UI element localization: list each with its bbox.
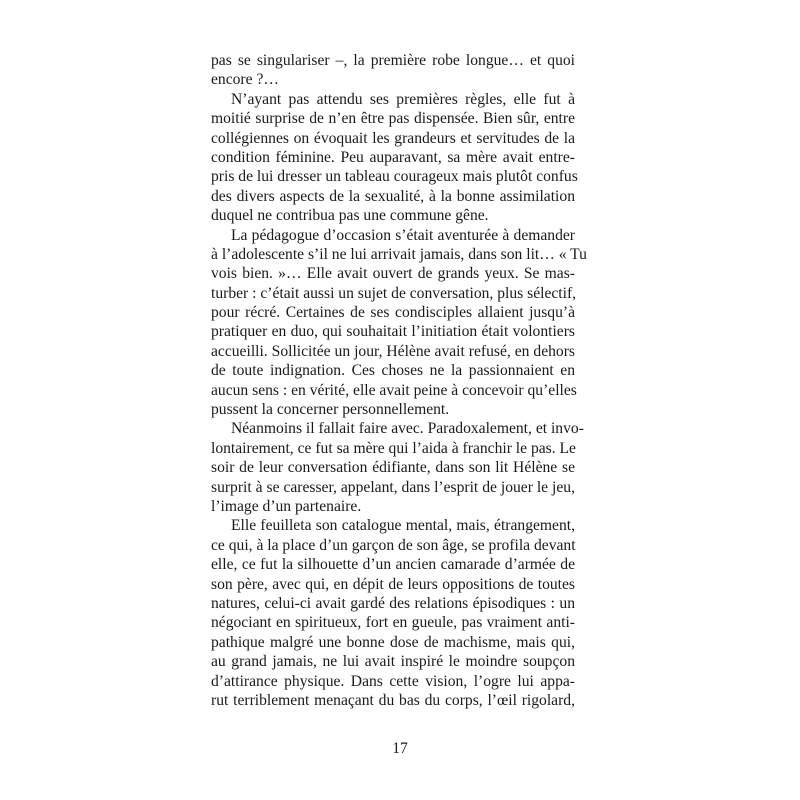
text-line: pour récré. Certaines de ses condisciples allaient jusqu’à bbox=[211, 304, 575, 322]
text-line: ce qui, à la place d’un garçon de son âge, se profila devant bbox=[211, 536, 576, 554]
text-line: Néanmoins il fallait faire avec. Paradoxalement, et invo- bbox=[231, 420, 584, 438]
text-line: accueilli. Sollicitée un jour, Hélène avait refusé, en dehors bbox=[211, 342, 575, 360]
body-text bbox=[211, 51, 587, 710]
text-line: condition féminine. Peu auparavant, sa mère avait entre- bbox=[211, 148, 575, 166]
text-line: d’attirance physique. Dans cette vision, l’ogre lui appa- bbox=[211, 672, 575, 690]
text-line: surprit à se caresser, appelant, dans l’esprit de jouer le jeu, bbox=[211, 478, 575, 496]
text-line: pas se singulariser –, la première robe longue… et quoi bbox=[211, 52, 575, 69]
paragraph bbox=[211, 516, 575, 710]
text-line: au grand jamais, ne lui avait inspiré le moindre soupçon bbox=[211, 653, 575, 671]
text-line: rut terriblement menaçant du bas du corps, l’œil rigolard, bbox=[211, 691, 575, 709]
page-number: 17 bbox=[392, 740, 408, 757]
paragraph bbox=[211, 90, 578, 226]
text-line: vois bien. »… Elle avait ouvert de grands yeux. Se mas- bbox=[211, 265, 575, 283]
text-line: collégiennes on évoquait les grandeurs et servitudes de la bbox=[211, 129, 575, 147]
text-line: son père, avec qui, en dépit de leurs oppositions de toutes bbox=[211, 575, 575, 593]
text-line: N’ayant pas attendu ses premières règles, elle fut à bbox=[231, 90, 575, 108]
text-line: pathique malgré une bonne dose de machisme, mais qui, bbox=[211, 633, 575, 651]
text-line: turber : c’était aussi un sujet de conversation, plus sélectif, bbox=[211, 284, 577, 302]
text-line: Elle feuilleta son catalogue mental, mais, étrangement, bbox=[231, 517, 575, 535]
text-line: moitié surprise de n’en être pas dispensée. Bien sûr, entre bbox=[211, 110, 575, 128]
text-line: l’image d’un partenaire. bbox=[211, 497, 362, 515]
text-line: pris de lui dresser un tableau courageux mais plutôt confus bbox=[211, 168, 578, 186]
text-line: duquel ne contribua pas une commune gêne. bbox=[211, 207, 489, 225]
text-line: elle, ce fut la silhouette d’un ancien camarade d’armée de bbox=[211, 556, 575, 574]
text-line: encore ?… bbox=[211, 71, 279, 89]
text-line: à l’adolescente s’il ne lui arrivait jamais, dans son lit… « Tu bbox=[211, 245, 587, 263]
text-line: des divers aspects de la sexualité, à la bonne assimilation bbox=[211, 187, 575, 205]
text-line: de toute indignation. Ces choses ne la passionnaient en bbox=[211, 362, 575, 380]
text-line: natures, celui-ci avait gardé des relations épisodiques : un bbox=[211, 594, 575, 612]
text-line: pratiquer en duo, qui souhaitait l’initiation était volontiers bbox=[211, 323, 575, 341]
text-line: pussent la concerner personnellement. bbox=[211, 401, 450, 419]
text-line: soir de leur conversation édifiante, dans son lit Hélène se bbox=[211, 459, 575, 477]
text-line: négociant en spiritueux, fort en gueule, pas vraiment anti- bbox=[211, 614, 575, 632]
paragraph bbox=[211, 51, 575, 90]
text-line: lontairement, ce fut sa mère qui l’aida à franchir le pas. Le bbox=[211, 439, 576, 457]
paragraph bbox=[211, 226, 587, 420]
text-line: La pédagogue d’occasion s’était aventurée à demander bbox=[231, 226, 575, 244]
paragraph bbox=[211, 419, 584, 516]
text-line: aucun sens : en vérité, elle avait peine à concevoir qu’elles bbox=[211, 381, 577, 399]
